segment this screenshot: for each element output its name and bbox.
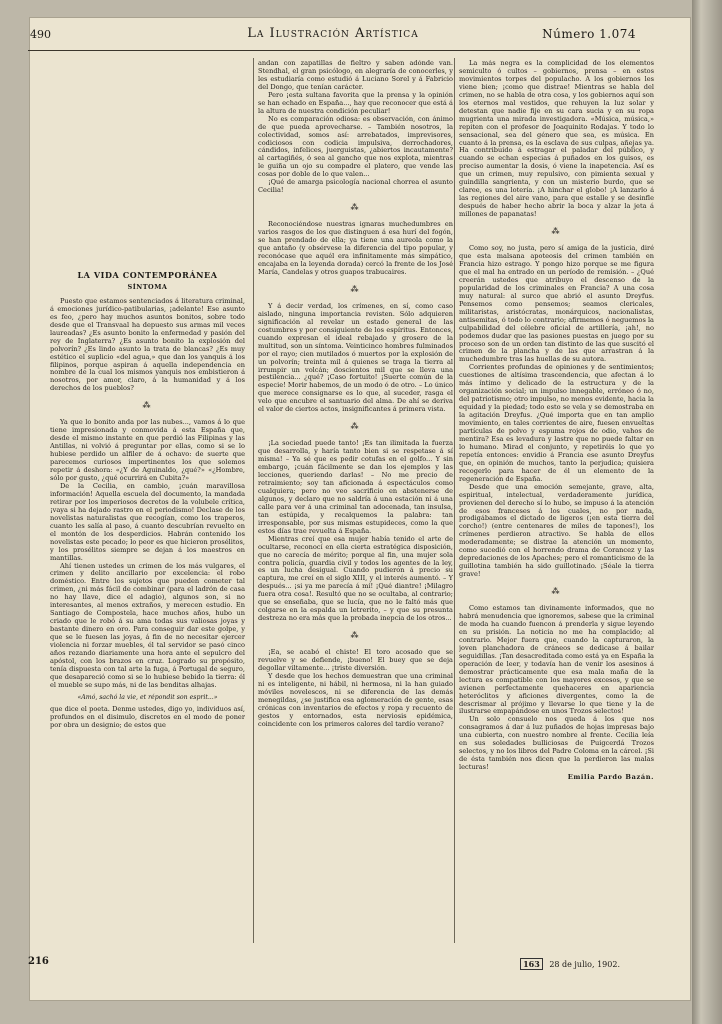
archive-number: 163 xyxy=(520,958,543,970)
separator-asterisks: ⁂ xyxy=(142,401,153,411)
page-header xyxy=(28,26,638,48)
footer-page-number: 216 xyxy=(28,956,49,967)
archive-stamp xyxy=(520,958,620,970)
archive-date: 28 de julio, 1902. xyxy=(549,960,620,969)
paragraph: ¡Qué de amarga psicología nacional chorrea el asunto Cecilia! xyxy=(258,178,453,195)
separator-asterisks: ⁂ xyxy=(350,422,361,432)
section-subtitle: SÍNTOMA xyxy=(127,282,168,291)
paragraph: De la Cecilia, en cambio, ¡cuán maravillosa información! Aquella escuela del documento, la mandada retirar por los imperiosos decretos de la volubele crítica, ¡vaya si ha dejado rastro en el periodismo! Declase de los novelistas naturalistas que recogían, como los traperos, cuanto les salía al paso, á cuanto descubrían revuelto en el montón de los desperdicios. Habrán contenido los novelistas este pecado; lo peor es que hicieron prosélitos, y los prosélitos siempre se dejan á los maestros en mantillas. xyxy=(50,481,245,562)
page-edge xyxy=(692,0,722,1024)
paragraph: ¡La sociedad puede tanto! ¡Es tan ilimitada la fuerza que desarrolla, y haría tanto bien si se respetase á sí misma! – Ya sé que es pedir cotufas en el golfo... Y sin embargo, ¡cuán fácilmente se dan los ejemplos y las lecciones, queriendo darlas! – No me precio de retraimiento; soy tan aficionada á espectáculos como cualquiera; pero no veo sacrificio en abstenerse de algunos, y declaro que no saldría á una estación ni á una calle para ver á una criminal tan adocenada, tan insulsa, tan estúpida, y recalquemos la palabra: tan irresponsable, por sus mismas estupideces, como la que estos días trae revuelta á España. xyxy=(258,439,453,535)
column-divider xyxy=(253,58,254,943)
author-signature: Emilia Pardo Bazán. xyxy=(567,773,654,782)
paragraph: Mientras creí que esa mujer había tenido el arte de ocultarse, reconocí en ella cierta estratégica disposición, que no carecía de mérito; porque al fin, una mujer sola contra policía, guardia civil y todos los agentes de la ley, es un lucha desigual. Cuando pudieron á precio su captura, me creí en el siglo XIII, y el interés aumentó. – Y después... ¡si ya me parecía á mí! ¡Qué diantre! ¡Milagro fuera otra cosa!. Resultó que no se ocultaba, al contrario; que se enseñaba, que se lucía, que no le faltó más que colgarse en la espalda un letrerito, – y que su presunta destreza no era más que la probada inepcia de los otros... xyxy=(258,534,453,623)
paragraph: andan con zapatillas de fieltro y saben adónde van. Stendhal, el gran psicólogo, en alegraría de conocerles, y les estudiaría como estudió á Luciano Sorel y á Fabricio del Dongo, que tenían carácter. xyxy=(258,60,453,91)
separator-asterisks: ⁂ xyxy=(350,631,361,641)
paragraph: Como estamos tan divinamente informados, que no habrá menudencia que ignoremos, sabese que la criminal de moda ha cuando fuencon á prenderla y sigue leyendo en su prisión. La noticia no me ha complacido; al contrario. Mejor fuera que, cuando la capturaron, la joven planchadora de cráneos se dedicase á bailar seguidillas. ¡Tan desacreditada como está ya en España la operación de leer, y todavía han de venir los asesinos á demostrar prácticamente que esa mala maña de la lectura es compatible con los mayores excesos, y que se avienen perfectamente quehaceres en apariencia heteróclitos y aficiones divergentes, como la de descrismar al prójimo y llevarse lo que tiene y la de ilustrarse empapándose en unos Trozos selectos! xyxy=(459,604,654,716)
paragraph: Un solo consuelo nos queda á los que nos consagramos á dar á luz puñados de hojas impresas bajo una cubierta, con nuestro nombre al frente. Cecilia leía en sus soledades bulliciosas de Puigcerdá Trozos selectos, y no los libros del Padre Coloma en la cárcel. ¡Si de ésta también nos dicen que la perdieron las malas lecturas! xyxy=(459,715,654,772)
paragraph: ¡Ea, se acabó el chiste! El toro acosado que se revuelve y se defiende, ¡bueno! El buey que se deja degollar viltamente... ¡triste diversión. xyxy=(258,648,453,673)
paragraph: Y á decir verdad, los crímenes, en sí, como caso aislado, ninguna importancia revisten. Sólo adquieren significación al revelar un estado general de las costumbres y por consiguiente de los espíritus. Entonces, cuando expresan el ideal rebajado y grosero de la multitud, son un síntoma. Veinticinco hombres fulminados por el rayo; cien mutilados ó muertos por la explosión de un polvorín; treinta mil á quienes se traga la tierra al irrumpir un volcán; doscientos mil que se lleva una pestilencia... ¿qué? ¡Caso fortuito! ¡Suerte común de la especie! Morir habemos, de un modo ó de otro. – Lo único que merece consignarse es lo que, al suceder, rasga el velo que encubre el santuario del alma. De ahí se deriva el valor de ciertos actos, insignificantes á primera vista. xyxy=(258,301,453,414)
verse-quote: «Amó, sachó la vie, et répondit son esprit...» xyxy=(77,693,218,701)
paragraph: Puesto que estamos sentenciados á literatura criminal, á emociones jurídico-patibularias, ¡adelante! Ese asunto es feo, ¿pero hay muchos asuntos bonitos, sobre todo desde que el Transvaal ha depuesto sus armas mil veces laureadas? ¿Es asunto bonito la enfermedad y pasión del rey de Inglaterra? ¿Es asunto bonito la explosión del polvorín? ¿Es lindo asunto la trata de blancas? ¿Es muy estético el suplicio «del agua,» que dan los yanquis á los filipinos, porque aspiran á aquella independencia en nombre de la cual los mismos yanquis nos embistieron á nosotros, por amor, claro, á la humanidad y á los derechos de los pueblos? xyxy=(50,296,245,393)
paragraph: Pero ¡esta sultana favorita que la prensa y la opinión se han echado en España..., hay que reconocer que está á la altura de nuestra condición peculiar! xyxy=(258,90,453,115)
separator-asterisks: ⁂ xyxy=(551,587,562,597)
paragraph: No es comparación odiosa: es observación, con ánimo de que pueda aprovecharse. – También nosotros, la colectividad, somos así: arrebatados, imprevisores, codiciosos con codicia impulsiva, derrochadores, cándidos, infelices, juerguistas, ¿abiertos incautamente? al cartagiñés, ó sea al gancho que nos explota, mientras le guiña un ojo su compadre el platero, que vende las cosas por doble de lo que valen... xyxy=(258,114,453,179)
column-3 xyxy=(459,60,654,940)
paragraph: La más negra es la complicidad de los elementos semiculto ó cultos – gobiernos, prensa – en estos movimientos torpes del populacho. A los gobiernos les viene bien; ¡como que distrae! Mientras se habla del crimen, no se habla de otra cosa, y los gobiernos aquí son los eternos mal vestidos, que rehuyen la luz solar y detestan que nadie fije en su cara sucia y en su ropa mugrienta una mirada investigadora. «Música, música,» repiten con el profesor de Joaquinito Rodajas. Y todo lo sensacional, sea del género que sea, es música. En cuanto á la prensa, es la esclava de sus culpas, añejas ya. Ha contribuido á estragar el paladar del público, y cuando se echan especias á puñados en los guisos, es preciso aumentar la dosis, ó viene la inapetencia. Así es que un crimen, muy repulsivo, con pimienta sexual y guindilla sangrienta, y con un misterio burdo, que se claree, es una lotería. ¡A hinchar el globo! ¡A lanzarlo á las regiones del aire vano, para que estalle y se desinfle después de haber hecho abrir la boca y alzar la jeta á millones de papanatas! xyxy=(459,60,654,219)
separator-asterisks: ⁂ xyxy=(551,227,562,237)
header-rule xyxy=(28,50,640,51)
column-2 xyxy=(258,60,453,940)
paragraph: Corrientes profundas de opiniones y de sentimientos; cuestiones de altísima trascendencia, que afectan á lo más íntimo y delicado de la estructura y de la organización social; un impulso innegable, erróneo ó no, del patriotismo; otro impulso, no menos evidente, hacia la equidad y la piedad; todo esto se vela y se demostraba en la agitación Dreyfus. ¿Qué importa que en tan amplio movimiento, en tales corrientes de aire, fuesen envueltas partículas de polvo y espuma rojos de odio, vahos de mentira? Esa es levadura y lastre que no puede faltar en lo humano. Mirad el conjunto, y repetiréis lo que yo repetía entonces: envidio á Francia ese asunto Dreyfus que, en opinión de muchos, tanto la perjudica; quisiera recogerlo para hacer de él un elemento de la regeneración de España. xyxy=(459,363,654,483)
page-footer xyxy=(28,956,640,976)
paragraph: Desde que una emoción semejante, grave, alta, espiritual, intelectual, verdaderamente jurídica, provienen del derecho sí lo hubo, se impuso á la atención de esos franceses á los cuales, no por nada, prodigábamos el dictado de ligeros (¡en esta tierra del corcho!) (entre centenares de miles de tapones!), los crímenes perdieron atractivo. Se habla de ellos moderadamente; se distrae la atención un momento, como sucedió con el horrendo drama de Corancez y las depredaciones de los Apaches; pero el romanticismo de la guillotina también ha sido guillotinado. ¡Séale la tierra grave! xyxy=(459,482,654,579)
issue-number: Número 1.074 xyxy=(542,27,636,41)
column-1 xyxy=(50,268,245,940)
paragraph: Reconociéndose nuestras ignaras muchedumbres en varios rasgos de los que distinguen á esa hurí del fogón, se han prendado de ella; ya tiene una aureola como la que antaño (y obsérvese la diferencia del tipo popular, y reconócase que aquél era infinitamente más simpático, encajaba en la leyenda dorada) cercó la frente de los José María, Candelas y otros guapos trabucaires. xyxy=(258,220,453,276)
column-divider xyxy=(454,58,455,943)
paragraph: Y desde que los hechos demuestran que una criminal ni es inteligente, ni hábil, ni hermosa, ni la han guiado móviles novelescos, ni se diferencia de las demás menegildas, ¿se justifica esa aglomeración de gente, esas crónicas con inventarios de efectos y ropa y recuento de gestos y entornados, esta nerviosis epidémica, coincidente con los primeros calores del tardío verano? xyxy=(258,672,453,728)
paragraph: Como soy, no justa, pero sí amiga de la justicia, diré que esta malsana apoteosis del crimen también en Francia hizo estrago. Y pongo hizo porque se me figura que el mal ha entrado en un período de remisión. – ¿Qué creerán ustedes que atribuyo el descenso de la popularidad de los criminales en Francia? A una cosa muy natural: al surco que abrió el asunto Dreyfus. Pensemos como pensemos; seamos clericales, militaristas, aristócratas, monárquicos, nacionalistas, antisemitas, ó todo lo contrario; afirmemos ó neguemos la culpabilidad del célebre oficial de artillería, ¡ah!, no podemos dudar que las pasiones puestas en juego por su proceso son de un orden tan distinto de las que suscitó el crimen de la plancha y de las que arrastran á la muchedumbre tras las huellas de su autora. xyxy=(459,244,654,364)
paragraph: Ahí tienen ustedes un crimen de los más vulgares, el crimen y delito ancillario por excelencia: el robo doméstico. Entre los sujetos que pueden cometer tal crimen, ¿ni más fácil de combinar (para el ladrón de casa no hay llave, dice el adagio), algunos son, si no interesantes, al menos extraños, y merecen estudio. En Santiago de Compostela, hace muchos años, hubo un criado que le robó á su ama todas sus valiosas joyas y bastante dinero en oro. Para conseguir dar este golpe, y que se le fuesen las joyas, á fin de no necesitar ejercer violencia ni forzar muebles, él tal servidor se pasó cinco años rezando diariamente una hora ante el sepulcro del apóstol, con los brazos en cruz. Logrado su propósito, tenía dispuesta con tal arte la fuga, á Portugal de seguro, que desapareció como si se lo hubiese bebido la tierra: él el mueble se supo más, ni de las benditas alhajas. xyxy=(50,561,245,689)
paragraph: que dice el poeta. Denme ustedes, digo yo, individuos así, profundos en el disimulo, discretos en el modo de poner por obra un designio; de estos que xyxy=(50,704,245,729)
section-title: LA VIDA CONTEMPORÁNEA xyxy=(77,270,218,280)
separator-asterisks: ⁂ xyxy=(350,284,361,294)
separator-asterisks: ⁂ xyxy=(350,203,361,213)
paragraph: Ya que lo bonito anda por las nubes..., vamos á lo que tiene impresionada y conmovida á esta España que, desde el mismo instante en que perdió las Filipinas y las Antillas, ni volvió á preguntar por ellas, como si se lo hubiese perdido un alfiler de á ochavo: de suerte que parecemos curiosos impertinentes los que solemos repetir á deshora: «¿Y de Aguinaldo, ¿qué?» «¿Hombre, sólo por gusto, ¿qué ocurrirá en Cubita?» xyxy=(50,418,245,483)
publication-title: La Ilustración Artística xyxy=(247,26,419,41)
header-page-number: 490 xyxy=(30,28,51,41)
